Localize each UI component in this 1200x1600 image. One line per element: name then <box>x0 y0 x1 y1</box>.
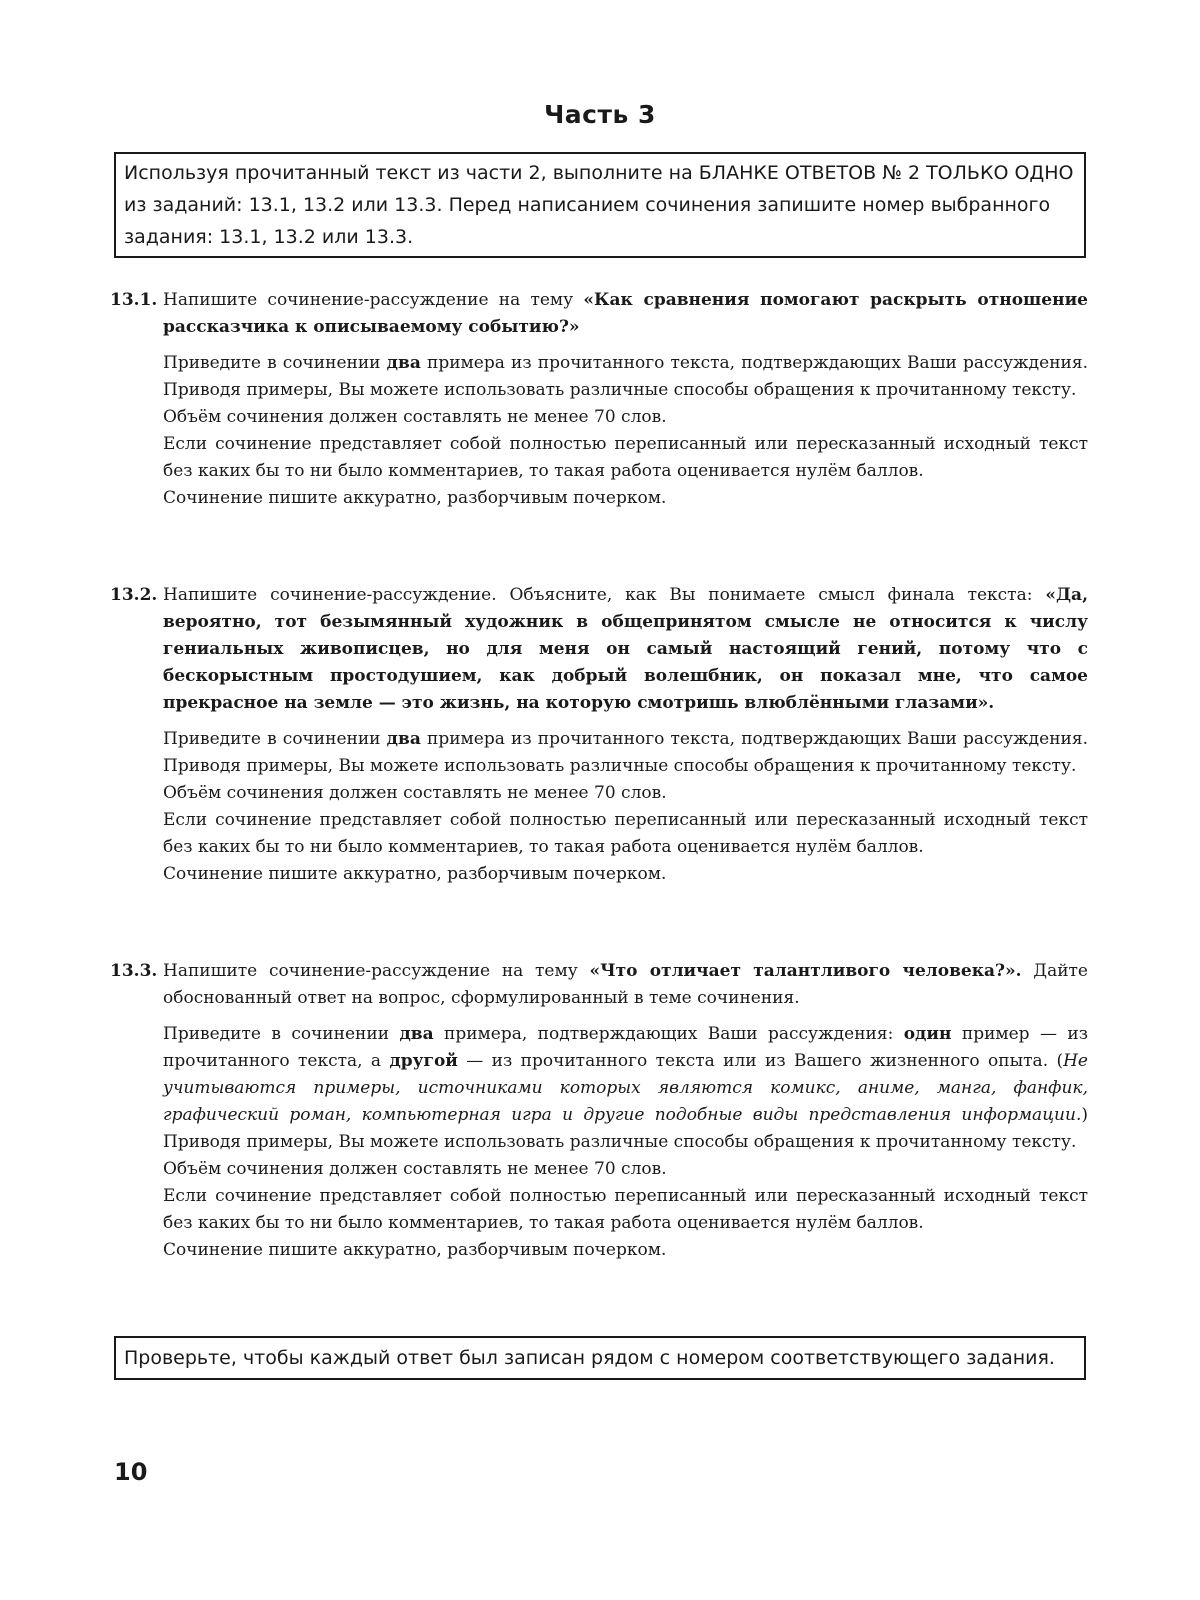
handwriting-note: Сочинение пишите аккуратно, разборчивым почерком. <box>163 1240 667 1260</box>
volume-requirement: Объём сочинения должен составлять не менее 70 слов. <box>163 1159 667 1179</box>
handwriting-note: Сочинение пишите аккуратно, разборчивым почерком. <box>163 488 667 508</box>
task-13-2 <box>110 582 1088 888</box>
instructions-text: Используя прочитанный текст из части 2, выполните на БЛАНКЕ ОТВЕТОВ № 2 ТОЛЬКО ОДНО из заданий: 13.1, 13.2 или 13.3. Перед написанием сочинения запишите номер выбранного задания: 13.1, 13.2 или 13.3. <box>124 162 1074 248</box>
task-prompt: Напишите сочинение-рассуждение на тему «Как сравнения помогают раскрыть отношение рассказчика к описываемому событию?» <box>163 290 1088 337</box>
quote: «Да, вероятно, тот безымянный художник в общепринятом смысле не относится к числу гениальных живописцев, но для меня он самый настоящий гений, потому что с бескорыстным простодушием, как добрый волешбник, он показал мне, что самое прекрасное на земле — это жизнь, на которую смотришь влюблёнными глазами». <box>163 585 1088 713</box>
task-prompt: Напишите сочинение-рассуждение. Объясните, как Вы понимаете смысл финала текста: «Да, вероятно, тот безымянный художник в общепринятом смысле не относится к числу гениальных живописцев, но для меня он самый настоящий гений, потому что с бескорыстным простодушием, как добрый волешбник, он показал мне, что самое прекрасное на земле — это жизнь, на которую смотришь влюблёнными глазами». <box>163 585 1088 713</box>
task-number: 13.1. <box>110 290 158 310</box>
task-prompt: Напишите сочинение-рассуждение на тему «Что отличает талантливого человека?». Дайте обоснованный ответ на вопрос, сформулированный в теме сочинения. <box>163 961 1088 1008</box>
examples-instruction: Приведите в сочинении два примера из прочитанного текста, подтверждающих Ваши рассуждения. Приводя примеры, Вы можете использовать различные способы обращения к прочитанному тексту. <box>163 353 1088 400</box>
rewrite-rule: Если сочинение представляет собой полностью переписанный или пересказанный исходный текст без каких бы то ни было комментариев, то такая работа оценивается нулём баллов. <box>163 810 1088 857</box>
part-title: Часть 3 <box>544 100 656 129</box>
excluded-sources-note: Не учитываются примеры, источниками которых являются комикс, аниме, манга, фанфик, графический роман, компьютерная игра и другие подобные виды представления информации. <box>163 1051 1088 1125</box>
task-13-3 <box>110 958 1088 1264</box>
rewrite-rule: Если сочинение представляет собой полностью переписанный или пересказанный исходный текст без каких бы то ни было комментариев, то такая работа оценивается нулём баллов. <box>163 434 1088 481</box>
task-number: 13.3. <box>110 961 158 981</box>
task-number: 13.2. <box>110 585 158 605</box>
examples-instruction: Приведите в сочинении два примера, подтверждающих Ваши рассуждения: один пример — из прочитанного текста, а другой — из прочитанного текста или из Вашего жизненного опыта. (Не учитываются примеры, источниками которых являются комикс, аниме, манга, фанфик, графический роман, компьютерная игра и другие подобные виды представления информации.) Приводя примеры, Вы можете использовать различные способы обращения к прочитанному тексту. <box>163 1024 1088 1152</box>
essay-topic: «Как сравнения помогают раскрыть отношение рассказчика к описываемому событию?» <box>163 290 1088 337</box>
essay-topic: «Что отличает талантливого человека?». <box>589 961 1022 981</box>
instructions-box <box>114 152 1086 258</box>
reminder-box <box>114 1336 1086 1380</box>
reminder-text: Проверьте, чтобы каждый ответ был записан рядом с номером соответствующего задания. <box>124 1347 1055 1369</box>
handwriting-note: Сочинение пишите аккуратно, разборчивым почерком. <box>163 864 667 884</box>
page-number: 10 <box>114 1458 148 1486</box>
task-13-1 <box>110 287 1088 512</box>
rewrite-rule: Если сочинение представляет собой полностью переписанный или пересказанный исходный текст без каких бы то ни было комментариев, то такая работа оценивается нулём баллов. <box>163 1186 1088 1233</box>
examples-instruction: Приведите в сочинении два примера из прочитанного текста, подтверждающих Ваши рассуждения. Приводя примеры, Вы можете использовать различные способы обращения к прочитанному тексту. <box>163 729 1088 776</box>
volume-requirement: Объём сочинения должен составлять не менее 70 слов. <box>163 783 667 803</box>
volume-requirement: Объём сочинения должен составлять не менее 70 слов. <box>163 407 667 427</box>
